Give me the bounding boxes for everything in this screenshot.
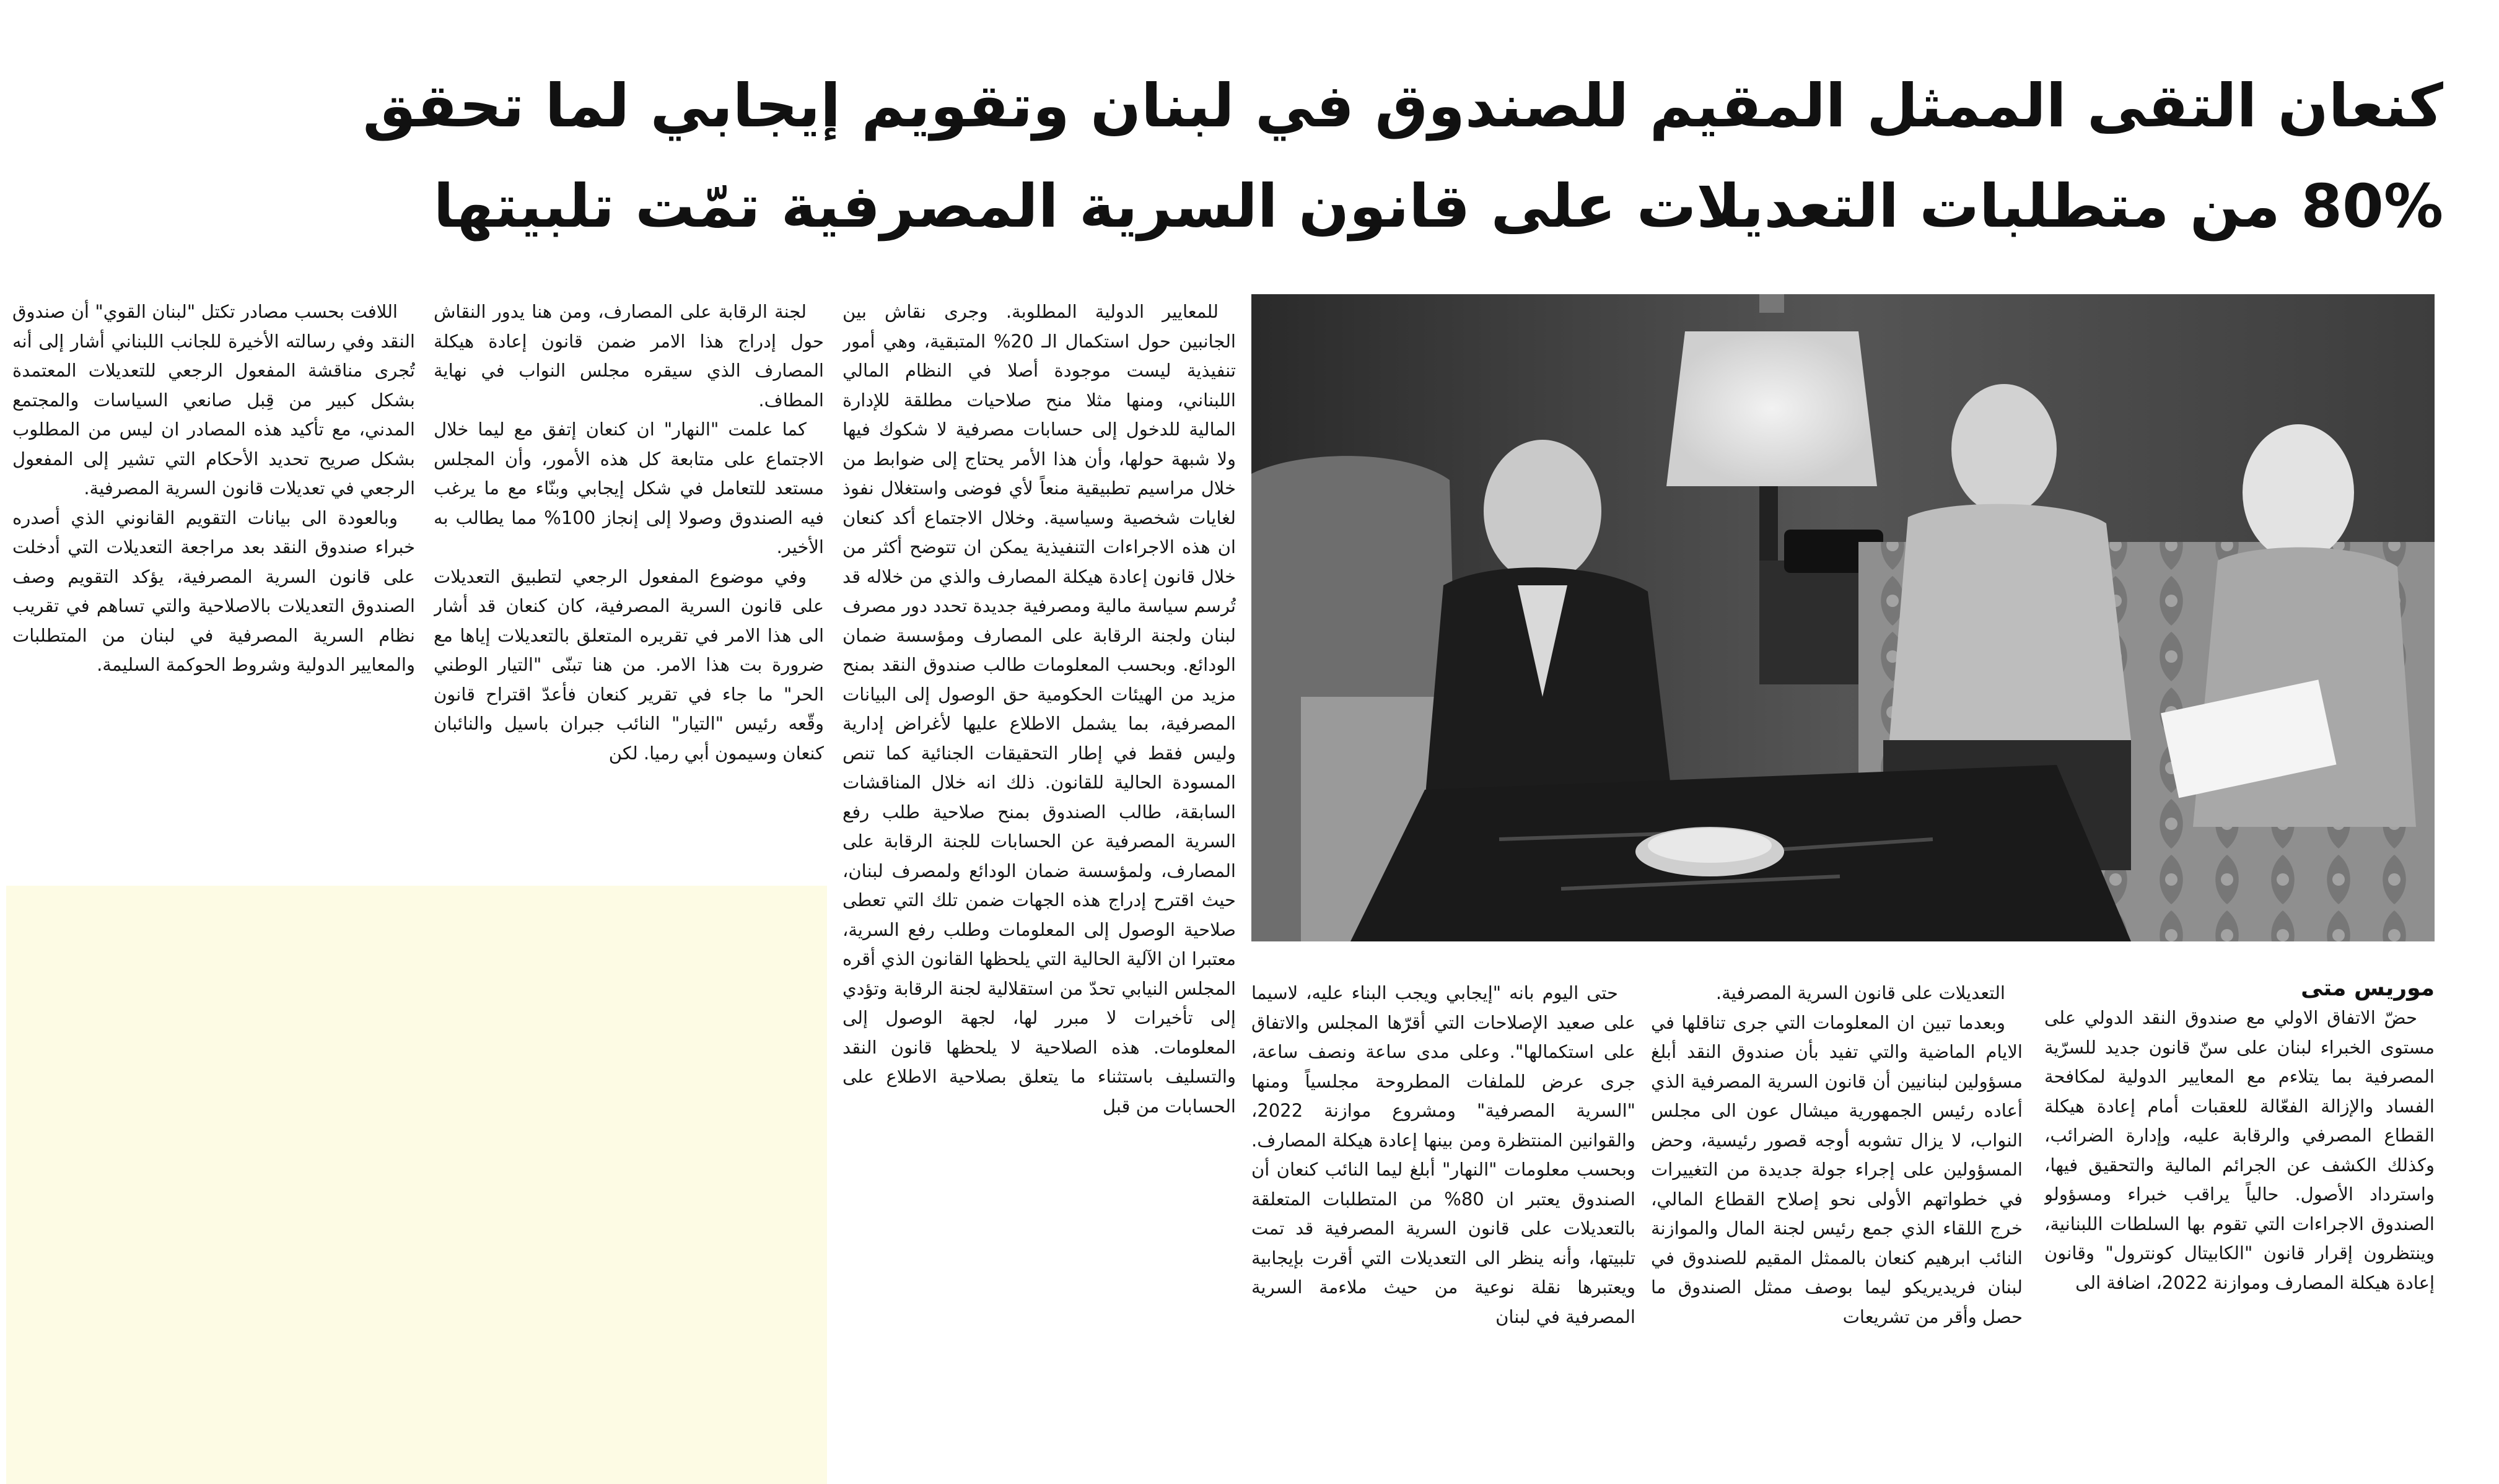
woman-head bbox=[2243, 424, 2354, 561]
highlight-box bbox=[6, 886, 827, 1484]
headline-line-1: كنعان التقى الممثل المقيم للصندوق في لبنان وتقويم إيجابي لما تحقق bbox=[362, 71, 2443, 141]
byline-author: موريس متى bbox=[2301, 976, 2435, 1001]
column-2-paragraph-1: التعديلات على قانون السرية المصرفية. bbox=[1715, 982, 2005, 1003]
column-6-paragraph-2: وبالعودة الى بيانات التقويم القانوني الذي أصدره خبراء صندوق النقد بعد مراجعة التعديلات التي أدخلت على قانون السرية المصرفية، يؤكد التقويم وصف الصندوق التعديلات بالاصلاحية والتي تساهم في تقريب نظام السرية المصرفية في لبنان من المتطلبات والمعايير الدولية وشروط الحوكمة السليمة. bbox=[12, 507, 415, 675]
article-column-4 bbox=[842, 297, 1236, 1456]
headline bbox=[74, 56, 2443, 256]
column-5-paragraph-2: كما علمت "النهار" ان كنعان إتفق مع ليما خلال الاجتماع على متابعة كل هذه الأمور، وأن المجلس مستعد للتعامل في شكل إيجابي وبنّاء مع ما يرغب فيه الصندوق وصولا إلى إنجاز 100% مما يطالب به الأخير. bbox=[434, 419, 824, 557]
article-column-5 bbox=[434, 297, 824, 867]
article-column-2 bbox=[1651, 979, 2023, 1456]
column-3-paragraph-1: حتى اليوم بانه "إيجابي ويجب البناء عليه، لاسيما على صعيد الإصلاحات التي أقرّها المجلس والاتفاق على استكمالها". وعلى مدى ساعة ونصف ساعة، جرى عرض للملفات المطروحة مجلسياً ومنها "السرية المصرفية" ومشروع موازنة 2022، والقوانين المنتظرة ومن بينها إعادة هيكلة المصارف. وبحسب معلومات "النهار" أبلغ ليما النائب كنعان أن الصندوق يعتبر ان 80% من المتطلبات المتعلقة بالتعديلات على قانون السرية المصرفية قد تمت تلبيتها، وأنه ينظر الى التعديلات التي أقرت بإيجابية ويعتبرها نقلة نوعية من حيث ملاءمة السرية المصرفية في لبنان bbox=[1251, 982, 1635, 1327]
article-column-1 bbox=[2044, 1003, 2435, 1456]
meeting-photo-drawing bbox=[1251, 294, 2435, 941]
column-5-paragraph-1: لجنة الرقابة على المصارف، ومن هنا يدور النقاش حول إدراج هذا الامر ضمن قانون إعادة هيكلة المصارف الذي سيقره مجلس النواب في نهاية المطاف. bbox=[434, 301, 824, 411]
column-2-paragraph-2: وبعدما تبين ان المعلومات التي جرى تناقلها في الايام الماضية والتي تفيد بأن صندوق النقد أبلغ مسؤولين لبنانيين أن قانون السرية المصرفية الذي أعاده رئيس الجمهورية ميشال عون الى مجلس النواب، لا يزال تشوبه أوجه قصور رئيسية، وحض المسؤولين على إجراء جولة جديدة من التغييرات في خطواتهم الأولى نحو إصلاح القطاع المالي، خرج اللقاء الذي جمع رئيس لجنة المال والموازنة النائب ابرهيم كنعان بالممثل المقيم للصندوق في لبنان فريديريكو ليما بوصف ممثل الصندوق ما حصل وأقر من تشريعات bbox=[1651, 1011, 2023, 1327]
headline-line-2: 80% من متطلبات التعديلات على قانون السرية المصرفية تمّت تلبيتها bbox=[433, 172, 2443, 241]
column-5-paragraph-3: وفي موضوع المفعول الرجعي لتطبيق التعديلات على قانون السرية المصرفية، كان كنعان قد أشار الى هذا الامر في تقريره المتعلق بالتعديلات إياها مع ضرورة بت هذا الامر. من هنا تبنّى "التيار الوطني الحر" ما جاء في تقرير كنعان فأعدّ اقتراح قانون وقّعه رئيس "التيار" النائب جبران باسيل والنائبان كنعان وسيمون أبي رميا. لكن bbox=[434, 565, 824, 764]
meeting-photo bbox=[1251, 294, 2435, 941]
column-6-paragraph-1: اللافت بحسب مصادر تكتل "لبنان القوي" أن صندوق النقد وفي رسالته الأخيرة للجانب اللبناني أشار إلى أنه تُجرى مناقشة المفعول الرجعي للتعديلات المعتمدة بشكل كبير من قِبل صانعي السياسات والمجتمع المدني، مع تأكيد هذه المصادر ان ليس من المطلوب بشكل صريح تحديد الأحكام التي تشير إلى المفعول الرجعي في تعديلات قانون السرية المصرفية. bbox=[12, 301, 415, 499]
column-1-paragraph-1: حضّ الاتفاق الاولي مع صندوق النقد الدولي على مستوى الخبراء لبنان على سنّ قانون جديد للسرّية المصرفية بما يتلاءم مع المعايير الدولية لمكافحة الفساد والإزالة الفعّالة للعقبات أمام إعادة هيكلة القطاع المصرفي والرقابة عليه، وإدارة الضرائب، وكذلك الكشف عن الجرائم المالية والتحقيق فيها، واسترداد الأصول. حالياً يراقب خبراء ومسؤولو الصندوق الاجراءات التي تقوم بها السلطات اللبنانية، وينتظرون إقرار قانون "الكابيتال كونترول" وقانون إعادة هيكلة المصارف وموازنة 2022، اضافة الى bbox=[2044, 1007, 2435, 1293]
man-one-head bbox=[1484, 440, 1601, 582]
article-column-6 bbox=[12, 297, 415, 867]
article-column-3 bbox=[1251, 979, 1635, 1456]
man-two-head bbox=[1951, 384, 2057, 514]
lamp-shade bbox=[1666, 331, 1877, 486]
column-4-paragraph-1: للمعايير الدولية المطلوبة. وجرى نقاش بين الجانبين حول استكمال الـ 20% المتبقية، وهي أمور تنفيذية ليست موجودة أصلا في النظام المالي اللبناني، ومنها مثلا منح صلاحيات مطلقة للإدارة المالية للدخول إلى حسابات مصرفية لا شكوك فيها ولا شبهة حولها، وأن هذا الأمر يحتاج إلى ضوابط من خلال مراسيم تطبيقية منعاً لأي فوضى واستغلال نفوذ لغايات شخصية وسياسية. وخلال الاجتماع أكد كنعان ان هذه الاجراءات التنفيذية يمكن ان تتوضح أكثر من خلال قانون إعادة هيكلة المصارف والذي من خلاله قد تُرسم سياسة مالية ومصرفية جديدة تحدد دور مصرف لبنان ولجنة الرقابة على المصارف ومؤسسة ضمان الودائع. وبحسب المعلومات طالب صندوق النقد بمنح مزيد من الهيئات الحكومية حق الوصول إلى البيانات المصرفية، بما يشمل الاطلاع عليها لأغراض إدارية وليس فقط في إطار التحقيقات الجنائية كما تنص المسودة الحالية للقانون. ذلك انه خلال المناقشات السابقة، طالب الصندوق بمنح صلاحية طلب رفع السرية المصرفية عن الحسابات للجنة الرقابة على المصارف، ولمؤسسة ضمان الودائع ولمصرف لبنان، حيث اقترح إدراج هذه الجهات ضمن تلك التي تعطى صلاحية الوصول إلى المعلومات وطلب رفع السرية، معتبرا ان الآلية الحالية التي يلحظها القانون الذي أقره المجلس النيابي تحدّ من استقلالية لجنة الرقابة وتؤدي إلى تأخيرات لا مبرر لها، لجهة الوصول إلى المعلومات. هذه الصلاحية لا يلحظها قانون النقد والتسليف باستثناء ما يتعلق بصلاحية الاطلاع على الحسابات من قبل bbox=[842, 301, 1236, 1117]
